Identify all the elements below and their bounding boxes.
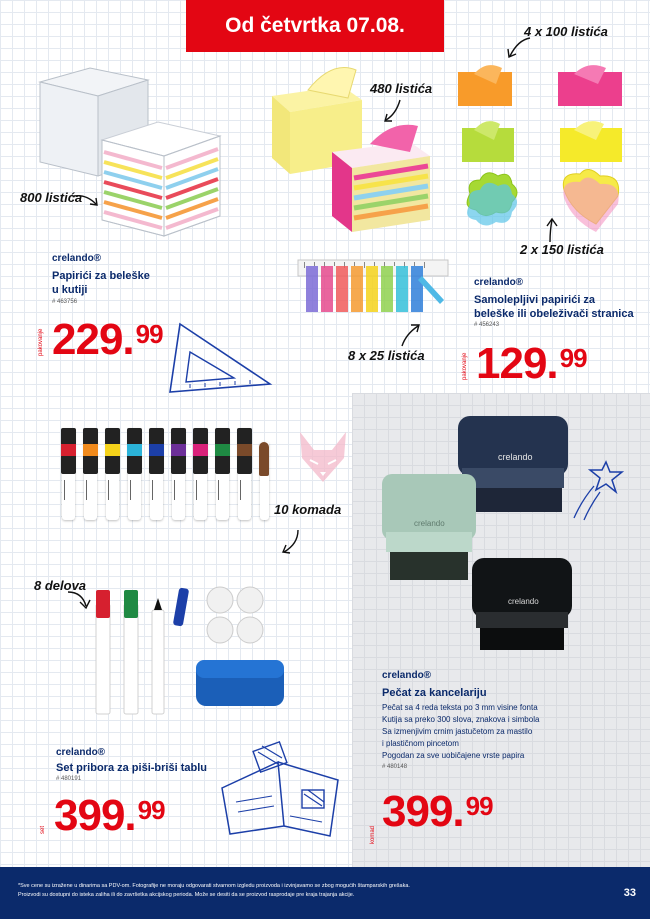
product3-brand: crelando® [56, 747, 106, 758]
product4-article: # 480148 [382, 764, 408, 770]
marker-pen [128, 428, 141, 520]
banner-text: Od četvrtka 07.08. [225, 14, 405, 37]
note-cube-image [30, 60, 240, 240]
arrow-icon [542, 216, 572, 246]
whiteboard-set-count: 8 delova [34, 578, 87, 593]
marker-pen [62, 428, 75, 520]
product1-price-main: 229. [52, 315, 134, 364]
product1-unit: pakovanje [38, 328, 44, 356]
product4-desc-line: Kutija sa preko 300 slova, znakova i simbola [382, 715, 540, 724]
product1-name-line1: Papirići za beleške [52, 270, 150, 282]
product4-desc-line: Pogodan za sve uobičajene vrste papira [382, 751, 525, 760]
stamp-brand-text: crelando [498, 452, 533, 462]
product2-price-sub: 99 [559, 343, 587, 373]
footer-disclaimer [18, 882, 578, 900]
footer [0, 867, 650, 919]
product2-article: # 456243 [474, 322, 500, 328]
sticky-count-4x100: 4 x 100 listića [524, 24, 608, 39]
footer-line: Proizvodi su dostupni do isteka zaliha ili do završetka akcijskog perioda. Može se desiti da se proizvod rasprodaje pre kraja trajanja akcije. [18, 892, 355, 898]
product4-unit: komad [370, 825, 376, 844]
notebook-doodle [218, 738, 348, 838]
product3-price-main: 399. [54, 791, 136, 840]
product4-desc-line: Pečat sa 4 reda teksta po 3 mm visine fonta [382, 703, 538, 712]
stamp-brand-text: crelando [508, 597, 539, 606]
product4-description [382, 702, 539, 762]
arrow-icon [380, 98, 410, 128]
whiteboard-set-image [90, 584, 290, 724]
product2-price-main: 129. [476, 339, 558, 388]
marker-pen-count: 10 komada [274, 502, 342, 517]
sticky-count-2x150: 2 x 150 listića [520, 242, 604, 257]
product2-price [476, 339, 587, 388]
product3-price-sub: 99 [137, 795, 165, 825]
footer-line: *Sve cene su izražene u dinarima sa PDV-om. Fotografije ne moraju odgovarati stvarnom izgledu proizvoda i izvinjavamo se zbog mogućih štamparskih grešaka. [18, 883, 410, 889]
marker-pen [216, 428, 229, 520]
product1-price-sub: 99 [135, 319, 163, 349]
arrow-icon [500, 34, 540, 64]
product3-unit: set [40, 825, 46, 834]
stamp-brand-text: crelando [414, 519, 445, 528]
arrow-icon [278, 528, 308, 558]
product1-article: # 463756 [52, 299, 78, 305]
marker-pen [84, 428, 97, 520]
triangle-ruler-doodle [160, 318, 275, 398]
product2-brand: crelando® [474, 277, 524, 288]
page-number: 33 [623, 887, 636, 899]
arrow-icon [396, 320, 426, 350]
marker-pen [172, 428, 185, 520]
product3-price [54, 791, 165, 840]
product2-unit: pakovanje [462, 352, 468, 380]
marker-pen [106, 428, 119, 520]
star-doodle-icon [568, 458, 630, 524]
product4-price [382, 787, 493, 836]
page-markers-image [294, 256, 454, 318]
arrow-icon [72, 192, 102, 212]
product3-name: Set pribora za piši-briši tablu [56, 762, 207, 774]
date-banner [186, 0, 444, 52]
marker-pen [238, 428, 251, 520]
product4-price-sub: 99 [465, 791, 493, 821]
product4-desc-line: i plastičnom pincetom [382, 739, 459, 748]
product1-brand: crelando® [52, 253, 102, 264]
product4-brand: crelando® [382, 670, 432, 681]
marker-pen [150, 428, 163, 520]
product3-article: # 480191 [56, 776, 82, 782]
product2-name-line1: Samolepljivi papirići za [474, 294, 596, 306]
product4-price-main: 399. [382, 787, 464, 836]
marker-pen [194, 428, 207, 520]
product1-price [52, 315, 163, 364]
fox-icon [292, 428, 354, 488]
product4-name: Pečat za kancelariju [382, 687, 487, 699]
product4-desc-line: Sa izmenjivim crnim jastučetom za mastilo [382, 727, 533, 736]
product2-name-line2: beleške ili obeleživači stranica [474, 308, 634, 320]
sticky-count-480: 480 listića [370, 81, 433, 96]
stamps-image [368, 408, 588, 658]
product1-name-line2: u kutiji [52, 284, 88, 296]
marker-count: 8 x 25 listića [348, 348, 425, 363]
marker-pen-open [260, 442, 269, 520]
note-cube-count: 800 listića [20, 190, 83, 205]
